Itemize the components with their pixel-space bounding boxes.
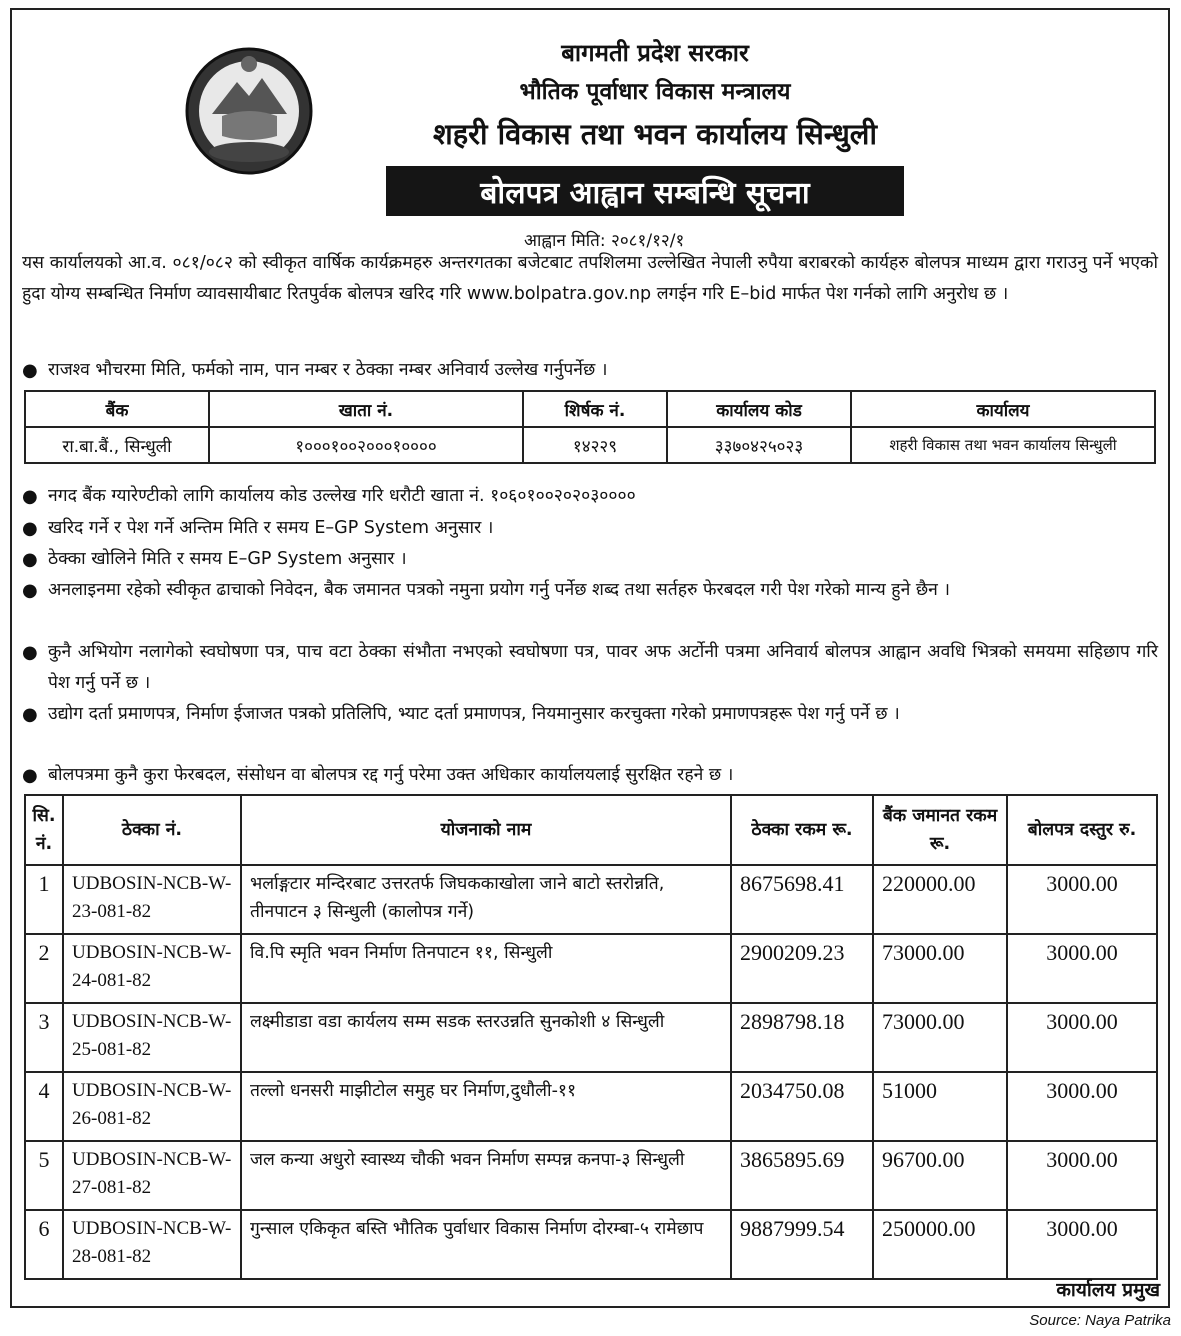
row-fee: 3000.00 <box>1007 865 1157 934</box>
table-row <box>25 1072 1157 1141</box>
row-guarantee: 96700.00 <box>873 1141 1007 1210</box>
list-item <box>22 355 1158 386</box>
row-amount: 3865895.69 <box>731 1141 873 1210</box>
bullet-icon: ● <box>22 765 38 786</box>
table-row <box>25 1210 1157 1279</box>
row-sn: 2 <box>25 934 63 1003</box>
signature-label: कार्यालय प्रमुख <box>1056 1279 1160 1301</box>
list-item <box>22 699 1158 730</box>
column-header: बैंक <box>25 391 209 427</box>
bullet-icon: ● <box>22 360 38 381</box>
nepal-emblem-icon <box>182 44 317 179</box>
row-guarantee: 51000 <box>873 1072 1007 1141</box>
row-amount: 2034750.08 <box>731 1072 873 1141</box>
list-item-text: खरिद गर्ने र पेश गर्ने अन्तिम मिति र समय E–GP System अनुसार । <box>48 518 494 538</box>
column-header: योजनाको नाम <box>241 795 731 865</box>
notice-title: बोलपत्र आह्वान सम्बन्धि सूचना <box>386 166 904 216</box>
list-item-text: बोलपत्रमा कुनै कुरा फेरबदल, संसोधन वा बोलपत्र रद्द गर्नु परेमा उक्त अधिकार कार्यालयलाई सुरक्षित रहने छ । <box>48 765 734 785</box>
list-item-text: ठेक्का खोलिने मिति र समय E–GP System अनुसार । <box>48 549 407 569</box>
intro-paragraph: यस कार्यालयको आ.व. ०८१/०८२ को स्वीकृत वार्षिक कार्यक्रमहरु अन्तरगतका बजेटबाट तपशिलमा उल्लेखित नेपाली रुपैया बराबरको कार्यहरु बोलपत्र माध्यम द्वारा गराउनु पर्ने भएको हुदा योग्य सम्बन्धित निर्माण व्यावसायीबाट रितपुर्वक बोलपत्र खरिद गरि www.bolpatra.gov.np लगईन गरि E–bid मार्फत पेश गर्नको लागि अनुरोध छ । <box>22 253 1158 304</box>
bullet-icon: ● <box>22 518 38 539</box>
row-guarantee: 73000.00 <box>873 1003 1007 1072</box>
row-amount: 8675698.41 <box>731 865 873 934</box>
row-fee: 3000.00 <box>1007 1003 1157 1072</box>
row-sn: 6 <box>25 1210 63 1279</box>
row-guarantee: 250000.00 <box>873 1210 1007 1279</box>
notice-page <box>10 8 1170 1308</box>
row-contract-no: UDBOSIN-NCB-W-27-081-82 <box>63 1141 241 1210</box>
row-sn: 3 <box>25 1003 63 1072</box>
column-header: ठेक्का नं. <box>63 795 241 865</box>
table-row <box>25 865 1157 934</box>
row-fee: 3000.00 <box>1007 1072 1157 1141</box>
bullet-icon: ● <box>22 580 38 601</box>
column-header: बैंक जमानत रकम रू. <box>873 795 1007 865</box>
table-row <box>25 1003 1157 1072</box>
table-cell: १४२२९ <box>523 427 667 463</box>
list-item-text: नगद बैंक ग्यारेण्टीको लागि कार्यालय कोड उल्लेख गरि धरौटी खाता नं. १०६०१००२०२०३०००० <box>48 486 636 506</box>
row-amount: 2900209.23 <box>731 934 873 1003</box>
column-header: सि. नं. <box>25 795 63 865</box>
gov-name: बागमती प्रदेश सरकार <box>561 39 749 67</box>
column-header: कार्यालय कोड <box>667 391 851 427</box>
works-table <box>24 794 1158 1280</box>
row-contract-no: UDBOSIN-NCB-W-24-081-82 <box>63 934 241 1003</box>
list-item <box>22 481 1158 512</box>
row-contract-no: UDBOSIN-NCB-W-26-081-82 <box>63 1072 241 1141</box>
row-project: वि.पि स्मृति भवन निर्माण तिनपाटन ११, सिन्धुली <box>241 934 731 1003</box>
source-credit: Source: Naya Patrika <box>1029 1312 1171 1329</box>
ministry-name: भौतिक पूर्वाधार विकास मन्त्रालय <box>519 79 791 105</box>
list-item <box>22 760 1158 791</box>
row-fee: 3000.00 <box>1007 934 1157 1003</box>
table-row <box>25 934 1157 1003</box>
list-item <box>22 575 1158 606</box>
column-header: खाता नं. <box>209 391 523 427</box>
row-contract-no: UDBOSIN-NCB-W-25-081-82 <box>63 1003 241 1072</box>
bank-account-table <box>24 390 1156 464</box>
table-row <box>25 427 1155 463</box>
office-name: शहरी विकास तथा भवन कार्यालय सिन्धुली <box>433 117 877 151</box>
column-header: शिर्षक नं. <box>523 391 667 427</box>
column-header: ठेक्का रकम रू. <box>731 795 873 865</box>
table-cell: ३३७०४२५०२३ <box>667 427 851 463</box>
row-sn: 5 <box>25 1141 63 1210</box>
bullet-icon: ● <box>22 704 38 725</box>
row-sn: 4 <box>25 1072 63 1141</box>
row-project: भर्लाङ्गटार मन्दिरबाट उत्तरतर्फ जिघककाखोला जाने बाटो स्तरोन्नति, तीनपाटन ३ सिन्धुली (कालोपत्र गर्ने) <box>241 865 731 934</box>
row-amount: 9887999.54 <box>731 1210 873 1279</box>
row-amount: 2898798.18 <box>731 1003 873 1072</box>
row-guarantee: 220000.00 <box>873 865 1007 934</box>
row-project: तल्लो धनसरी माझीटोल समुह घर निर्माण,दुधौली-११ <box>241 1072 731 1141</box>
row-fee: 3000.00 <box>1007 1141 1157 1210</box>
table-cell: शहरी विकास तथा भवन कार्यालय सिन्धुली <box>851 427 1155 463</box>
list-item-text: कुनै अभियोग नलागेको स्वघोषणा पत्र, पाच वटा ठेक्का संभौता नभएको स्वघोषणा पत्र, पावर अफ अर्टोनी पत्रमा अनिवार्य बोलपत्र आह्वान अवधि भित्रको समयमा सहिछाप गरि पेश गर्नु पर्ने छ । <box>48 642 1158 693</box>
row-project: गुन्साल एकिकृत बस्ति भौतिक पुर्वाधार विकास निर्माण दोरम्बा-५ रामेछाप <box>241 1210 731 1279</box>
row-contract-no: UDBOSIN-NCB-W-28-081-82 <box>63 1210 241 1279</box>
table-cell: रा.बा.बैं., सिन्धुली <box>25 427 209 463</box>
bullet-icon: ● <box>22 486 38 507</box>
call-date: आह्वान मिति: २०८१/१२/१ <box>524 231 685 251</box>
row-project: लक्ष्मीडाडा वडा कार्यलय सम्म सडक स्तरउन्नति सुनकोशी ४ सिन्धुली <box>241 1003 731 1072</box>
bullet-icon: ● <box>22 642 38 663</box>
column-header: बोलपत्र दस्तुर रु. <box>1007 795 1157 865</box>
list-item-text: राजश्व भौचरमा मिति, फर्मको नाम, पान नम्बर र ठेक्का नम्बर अनिवार्य उल्लेख गर्नुपर्नेछ । <box>48 360 608 380</box>
table-cell: १०००१००२०००१०००० <box>209 427 523 463</box>
bullet-icon: ● <box>22 549 38 570</box>
list-item <box>22 637 1158 699</box>
row-project: जल कन्या अधुरो स्वास्थ्य चौकी भवन निर्माण सम्पन्न कनपा-३ सिन्धुली <box>241 1141 731 1210</box>
table-row <box>25 1141 1157 1210</box>
row-guarantee: 73000.00 <box>873 934 1007 1003</box>
column-header: कार्यालय <box>851 391 1155 427</box>
list-item <box>22 544 1158 575</box>
row-contract-no: UDBOSIN-NCB-W-23-081-82 <box>63 865 241 934</box>
row-sn: 1 <box>25 865 63 934</box>
list-item <box>22 513 1158 544</box>
list-item-text: उद्योग दर्ता प्रमाणपत्र, निर्माण ईजाजत पत्रको प्रतिलिपि, भ्याट दर्ता प्रमाणपत्र, नियमानुसार करचुक्ता गरेको प्रमाणपत्रहरू पेश गर्नु पर्ने छ । <box>48 704 900 724</box>
list-item-text: अनलाइनमा रहेको स्वीकृत ढाचाको निवेदन, बैक जमानत पत्रको नमुना प्रयोग गर्नु पर्नेछ शब्द तथा सर्तहरु फेरबदल गरी पेश गरेको मान्य हुने छैन । <box>48 580 951 600</box>
row-fee: 3000.00 <box>1007 1210 1157 1279</box>
